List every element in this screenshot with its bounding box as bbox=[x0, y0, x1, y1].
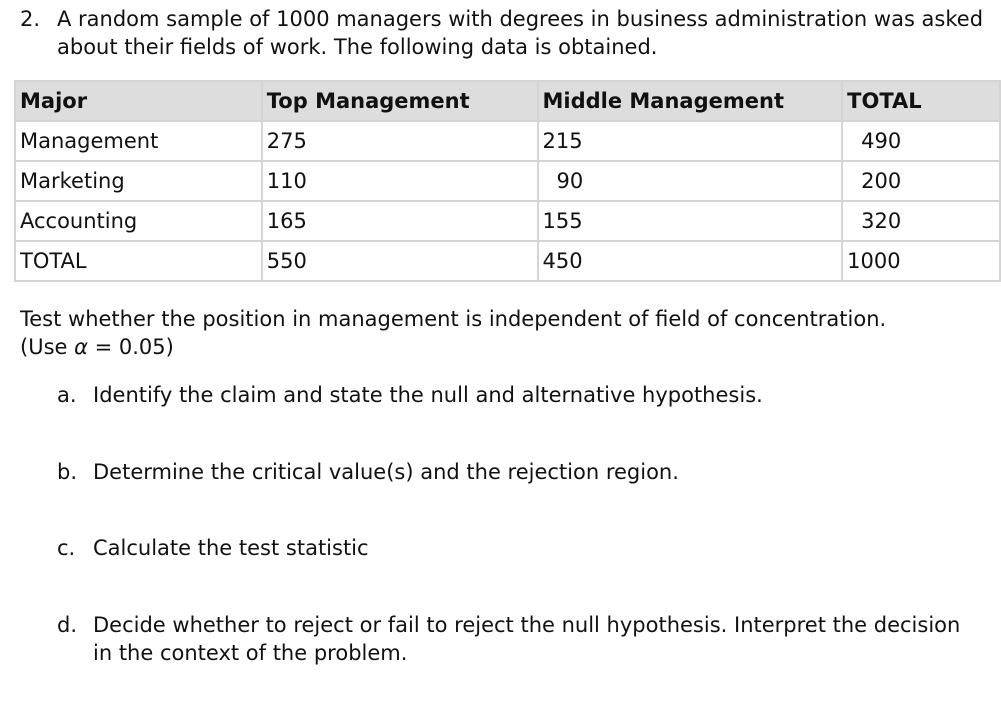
cell-top: 275 bbox=[262, 121, 538, 161]
part-c bbox=[57, 534, 977, 562]
part-text: Identify the claim and state the null and alternative hypothesis. bbox=[93, 383, 763, 407]
table-row bbox=[15, 241, 1000, 281]
cell-top: 550 bbox=[262, 241, 538, 281]
cell-major: Marketing bbox=[15, 161, 262, 201]
alpha-symbol: α bbox=[74, 335, 88, 359]
part-text: Decide whether to reject or fail to reject the null hypothesis. Interpret the decision in the context of the problem. bbox=[93, 613, 961, 665]
part-label: b. bbox=[57, 460, 78, 484]
header-top-management: Top Management bbox=[262, 81, 538, 121]
header-major: Major bbox=[15, 81, 262, 121]
instruction-line1: Test whether the position in management is independent of field of concentration. bbox=[20, 307, 887, 331]
cell-major: Accounting bbox=[15, 201, 262, 241]
question-number: 2. bbox=[20, 7, 41, 31]
header-total: TOTAL bbox=[842, 81, 1000, 121]
instruction-line2 bbox=[20, 333, 886, 361]
question-text: A random sample of 1000 managers with degrees in business administration was asked about their fields of work. The following data is obtained. bbox=[57, 7, 984, 59]
part-label: a. bbox=[57, 383, 77, 407]
table-row bbox=[15, 121, 1000, 161]
cell-middle: 90 bbox=[538, 161, 843, 201]
part-label: c. bbox=[57, 536, 76, 560]
cell-middle: 215 bbox=[538, 121, 843, 161]
data-table bbox=[14, 80, 1001, 282]
question-2 bbox=[20, 5, 995, 61]
cell-major: Management bbox=[15, 121, 262, 161]
cell-top: 110 bbox=[262, 161, 538, 201]
part-a bbox=[57, 381, 977, 409]
header-middle-management: Middle Management bbox=[538, 81, 843, 121]
part-text: Determine the critical value(s) and the rejection region. bbox=[93, 460, 679, 484]
part-label: d. bbox=[57, 613, 78, 637]
instruction bbox=[20, 305, 886, 361]
cell-total: 490 bbox=[842, 121, 1000, 161]
part-d bbox=[57, 611, 977, 667]
table-row bbox=[15, 161, 1000, 201]
part-b bbox=[57, 458, 977, 486]
cell-middle: 450 bbox=[538, 241, 843, 281]
table-row bbox=[15, 201, 1000, 241]
cell-total: 320 bbox=[842, 201, 1000, 241]
cell-top: 165 bbox=[262, 201, 538, 241]
alpha-value: = 0.05) bbox=[87, 335, 174, 359]
alpha-prefix: (Use bbox=[20, 335, 75, 359]
cell-total: 200 bbox=[842, 161, 1000, 201]
part-text: Calculate the test statistic bbox=[93, 536, 369, 560]
cell-total: 1000 bbox=[842, 241, 1000, 281]
table-header-row bbox=[15, 81, 1000, 121]
cell-major: TOTAL bbox=[15, 241, 262, 281]
cell-middle: 155 bbox=[538, 201, 843, 241]
